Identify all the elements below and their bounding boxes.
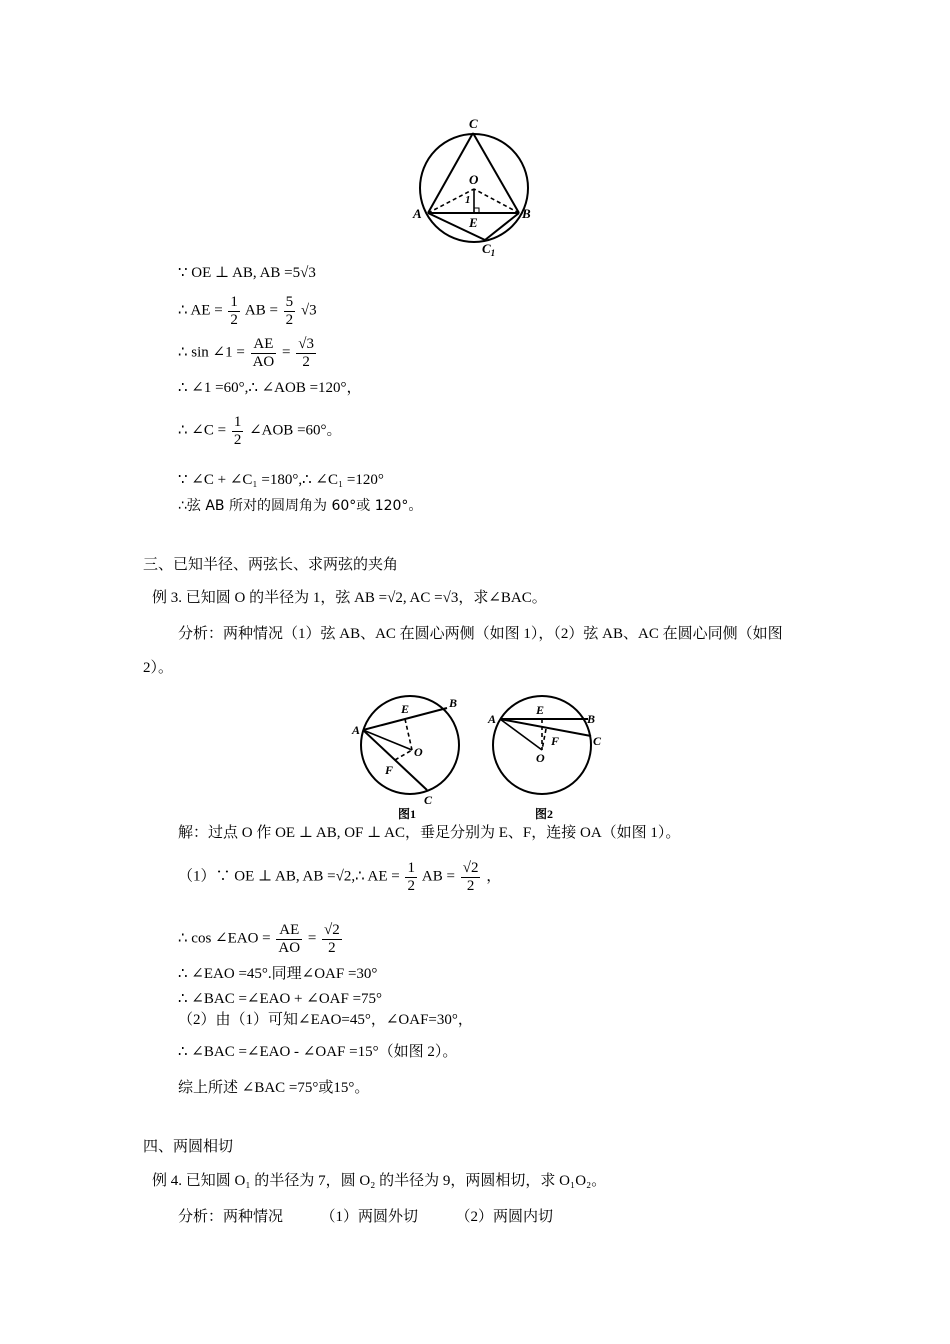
svg-text:B: B — [587, 712, 596, 726]
solution-3-step2: ∴ cos ∠EAO = $\frac{AE}{AO}$ = $\frac{√2}{2}$ — [178, 922, 340, 956]
label-1: 1 — [465, 194, 471, 206]
example-3: 例 3. 已知圆 O 的半径为 1，弦 AB =√2, AC =√3，求∠BAC。 — [152, 590, 547, 606]
analysis-4: 分析：两种情况 （1）两圆外切 （2）两圆内切 — [178, 1209, 554, 1225]
svg-text:F: F — [551, 734, 560, 748]
figure-2 — [480, 690, 610, 825]
label-B: B — [522, 206, 531, 221]
svg-text:C: C — [593, 734, 602, 748]
label-C: C — [469, 116, 478, 131]
line-2-6: ∵ ∠C + ∠C₁ =180°,∴ ∠C₁ =120° — [178, 472, 384, 488]
svg-text:O: O — [414, 745, 423, 759]
svg-text:A: A — [488, 712, 497, 726]
solution-3-step5: （2）由（1）可知∠EAO=45°，∠OAF=30°， — [178, 1012, 473, 1028]
svg-text:C: C — [424, 793, 433, 807]
label-E: E — [469, 215, 478, 230]
fig1-caption: 图1 — [398, 807, 417, 821]
analysis-3-line2: 2）。 — [143, 660, 174, 676]
line-2-5: ∴ ∠C = $\frac{1}{2}$ ∠AOB =60°。 — [178, 414, 342, 448]
svg-text:O: O — [536, 751, 545, 765]
figure-inscribed-triangle — [405, 112, 555, 262]
example-4: 例 4. 已知圆 O₁ 的半径为 7，圆 O₂ 的半径为 9，两圆相切，求 O₁O₂。 — [152, 1173, 607, 1189]
solution-3-step1: （1）∵ OE ⊥ AB, AB =√2,∴ AE = $\frac{1}{2}$ AB = $\frac{√2}{2}$ ， — [178, 860, 502, 894]
line-2-3: ∴ sin ∠1 = $\frac{AE}{AO}$ = $\frac{√3}{2}$ — [178, 336, 314, 370]
label-C1: $C_1$ — [482, 241, 496, 258]
figure-1 — [345, 690, 470, 825]
svg-text:B: B — [449, 696, 458, 710]
line-2-1: ∵ OE ⊥ AB, AB =5√3 — [178, 265, 316, 281]
svg-text:F: F — [385, 763, 394, 777]
line-2-4: ∴ ∠1 =60°,∴ ∠AOB =120°， — [178, 380, 362, 396]
label-O: O — [469, 172, 479, 187]
line-2-7: ∴弦 AB 所对的圆周角为 60°或 120°。 — [178, 498, 423, 514]
svg-text:E: E — [536, 703, 545, 717]
solution-3-step3: ∴ ∠EAO =45°.同理∠OAF =30° — [178, 966, 378, 982]
solution-3-conclusion: 综上所述 ∠BAC =75°或15°。 — [178, 1080, 370, 1096]
svg-text:E: E — [401, 702, 410, 716]
solution-3-step6: ∴ ∠BAC =∠EAO - ∠OAF =15°（如图 2）。 — [178, 1044, 458, 1060]
section3-heading: 三、已知半径、两弦长、求两弦的夹角 — [143, 557, 399, 573]
solution-3: 解：过点 O 作 OE ⊥ AB, OF ⊥ AC，垂足分别为 E、F，连接 OA（如图 1）。 — [178, 825, 681, 841]
section4-heading: 四、两圆相切 — [143, 1139, 234, 1155]
analysis-3-line1: 分析：两种情况（1）弦 AB、AC 在圆心两侧（如图 1），（2）弦 AB、AC 在圆心同侧（如图 — [178, 626, 783, 642]
line-2-2: ∴ AE = $\frac{1}{2}$ AB = $\frac{5}{2}$ √3 — [178, 294, 317, 328]
solution-3-step4: ∴ ∠BAC =∠EAO + ∠OAF =75° — [178, 991, 383, 1007]
label-A: A — [413, 206, 422, 221]
svg-text:A: A — [352, 723, 361, 737]
fig2-caption: 图2 — [535, 807, 554, 821]
